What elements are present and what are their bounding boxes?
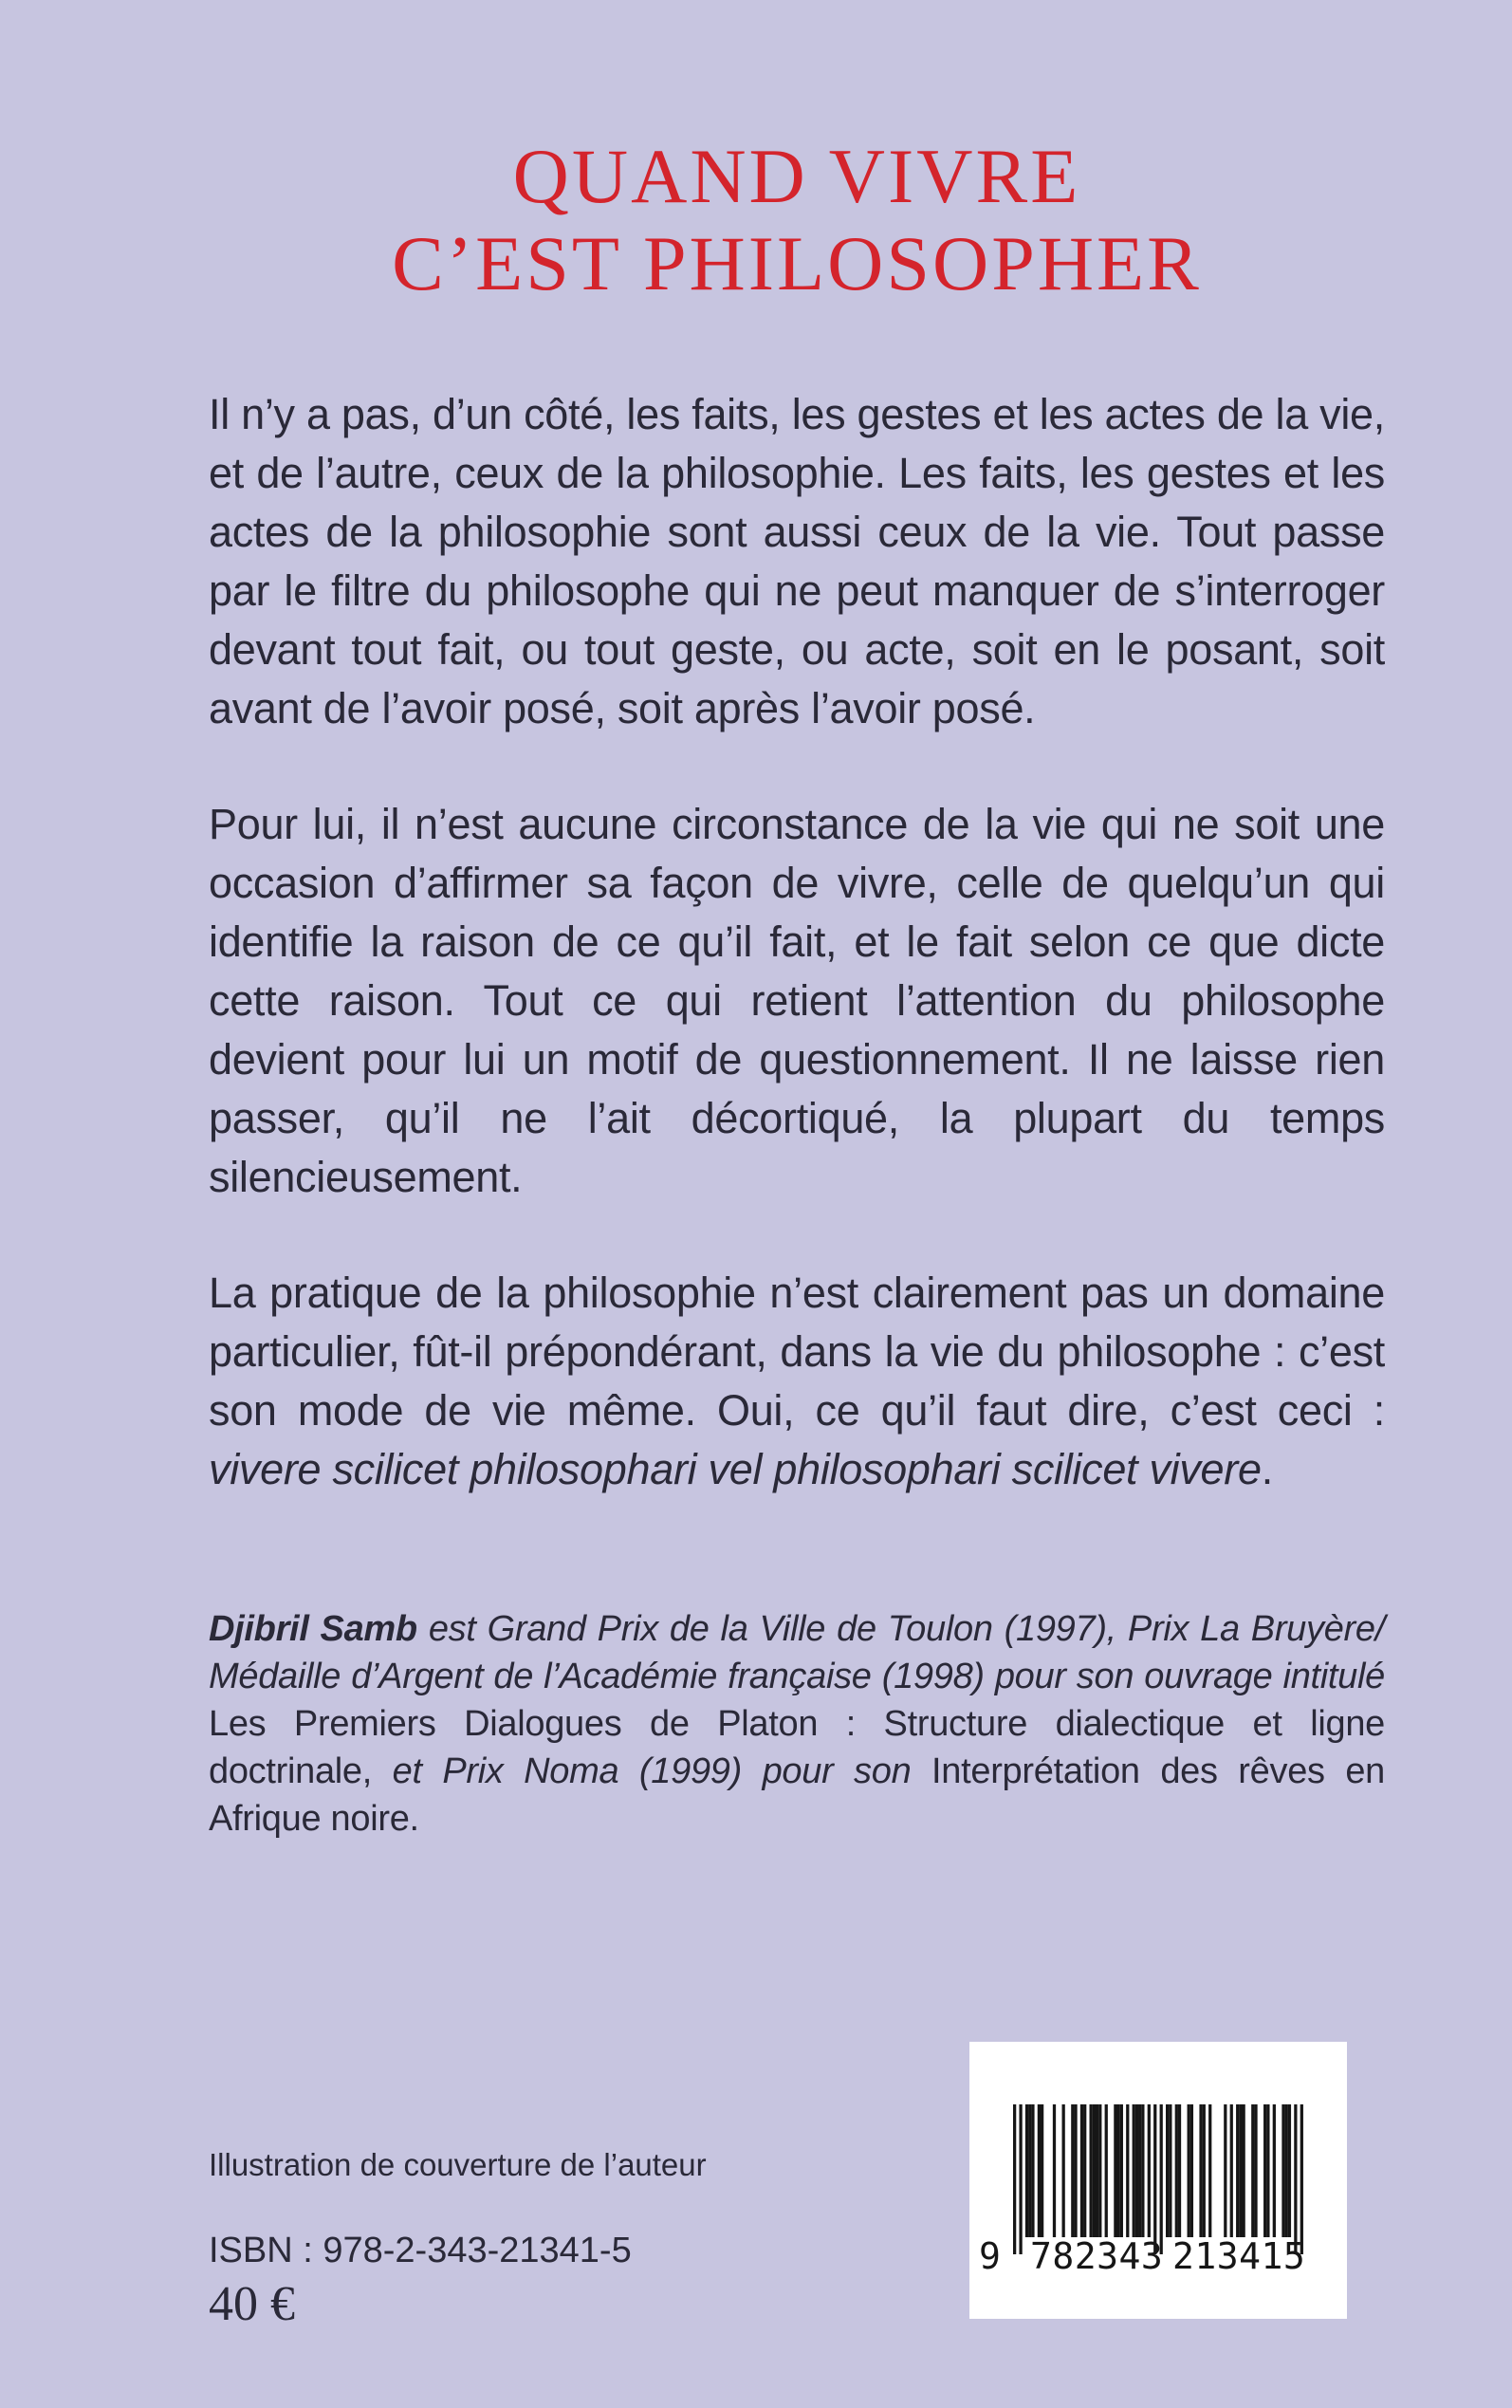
price-text: 40 € — [209, 2277, 295, 2331]
text-segment: Interprétation des rêves en Afrique noire. — [209, 1751, 1385, 1839]
barcode — [969, 2042, 1347, 2319]
text-segment: La pratique de la philosophie n’est clairement pas un domaine particulier, fût-il prépondérant, dans la vie du philosophe : c’est son mode de vie même. Oui, ce qu’il faut dire, c’est ceci : — [209, 1269, 1385, 1435]
author-bio — [209, 1605, 1385, 1843]
title-line-1: QUAND VIVRE — [512, 133, 1081, 219]
text-segment: Les Premiers Dialogues de Platon : Structure dialectique et ligne doctrinale, — [209, 1704, 1385, 1791]
illustration-credit: Illustration de couverture de l’auteur — [209, 2147, 707, 2182]
isbn-text: ISBN : 978-2-343-21341-5 — [209, 2231, 632, 2270]
text-segment: et Prix Noma (1999) pour son — [372, 1751, 932, 1791]
barcode-digit-group1: 782343 — [1030, 2235, 1164, 2277]
body-paragraph-1 — [209, 385, 1385, 738]
text-segment: Il n’y a pas, d’un côté, les faits, les gestes et les actes de la vie, et de l’autre, ceux de la philosophie. Les faits, les gestes et les actes de la philosophie sont aussi ceux de la vie. Tout passe par le filtre du philosophe qui ne peut manquer de s’interroger devant tout fait, ou tout geste, ou acte, soit en le posant, soit avant de l’avoir posé, soit après l’avoir posé. — [209, 390, 1385, 732]
text-segment: vivere scilicet philosophari vel philosophari scilicet vivere — [209, 1445, 1262, 1493]
barcode-digit-lead: 9 — [979, 2235, 1001, 2277]
text-segment: Pour lui, il n’est aucune circonstance de la vie qui ne soit une occasion d’affirmer sa façon de vivre, celle de quelqu’un qui identifie la raison de ce qu’il fait, et le fait selon ce que dicte cette raison. Tout ce qui retient l’attention du philosophe devient pour lui un motif de questionnement. Il ne laisse rien passer, qu’il ne l’ait décortiqué, la plupart du temps silencieusement. — [209, 800, 1385, 1201]
barcode-bars-image — [1013, 2104, 1303, 2254]
text-segment: . — [1261, 1445, 1273, 1493]
title-line-2: C’EST PHILOSOPHER — [392, 220, 1202, 306]
barcode-digit-group2: 213415 — [1172, 2235, 1306, 2277]
book-title — [209, 133, 1385, 307]
body-paragraph-2 — [209, 795, 1385, 1207]
back-cover-text — [209, 385, 1385, 1843]
body-paragraph-3 — [209, 1264, 1385, 1499]
text-segment: Djibril Samb — [209, 1609, 417, 1649]
text-segment: est Grand Prix de la Ville de Toulon (1997), Prix La Bruyère/ Médaille d’Argent de l’Académie française (1998) pour son ouvrage intitulé — [209, 1609, 1385, 1696]
barcode-digits — [969, 2235, 1347, 2277]
